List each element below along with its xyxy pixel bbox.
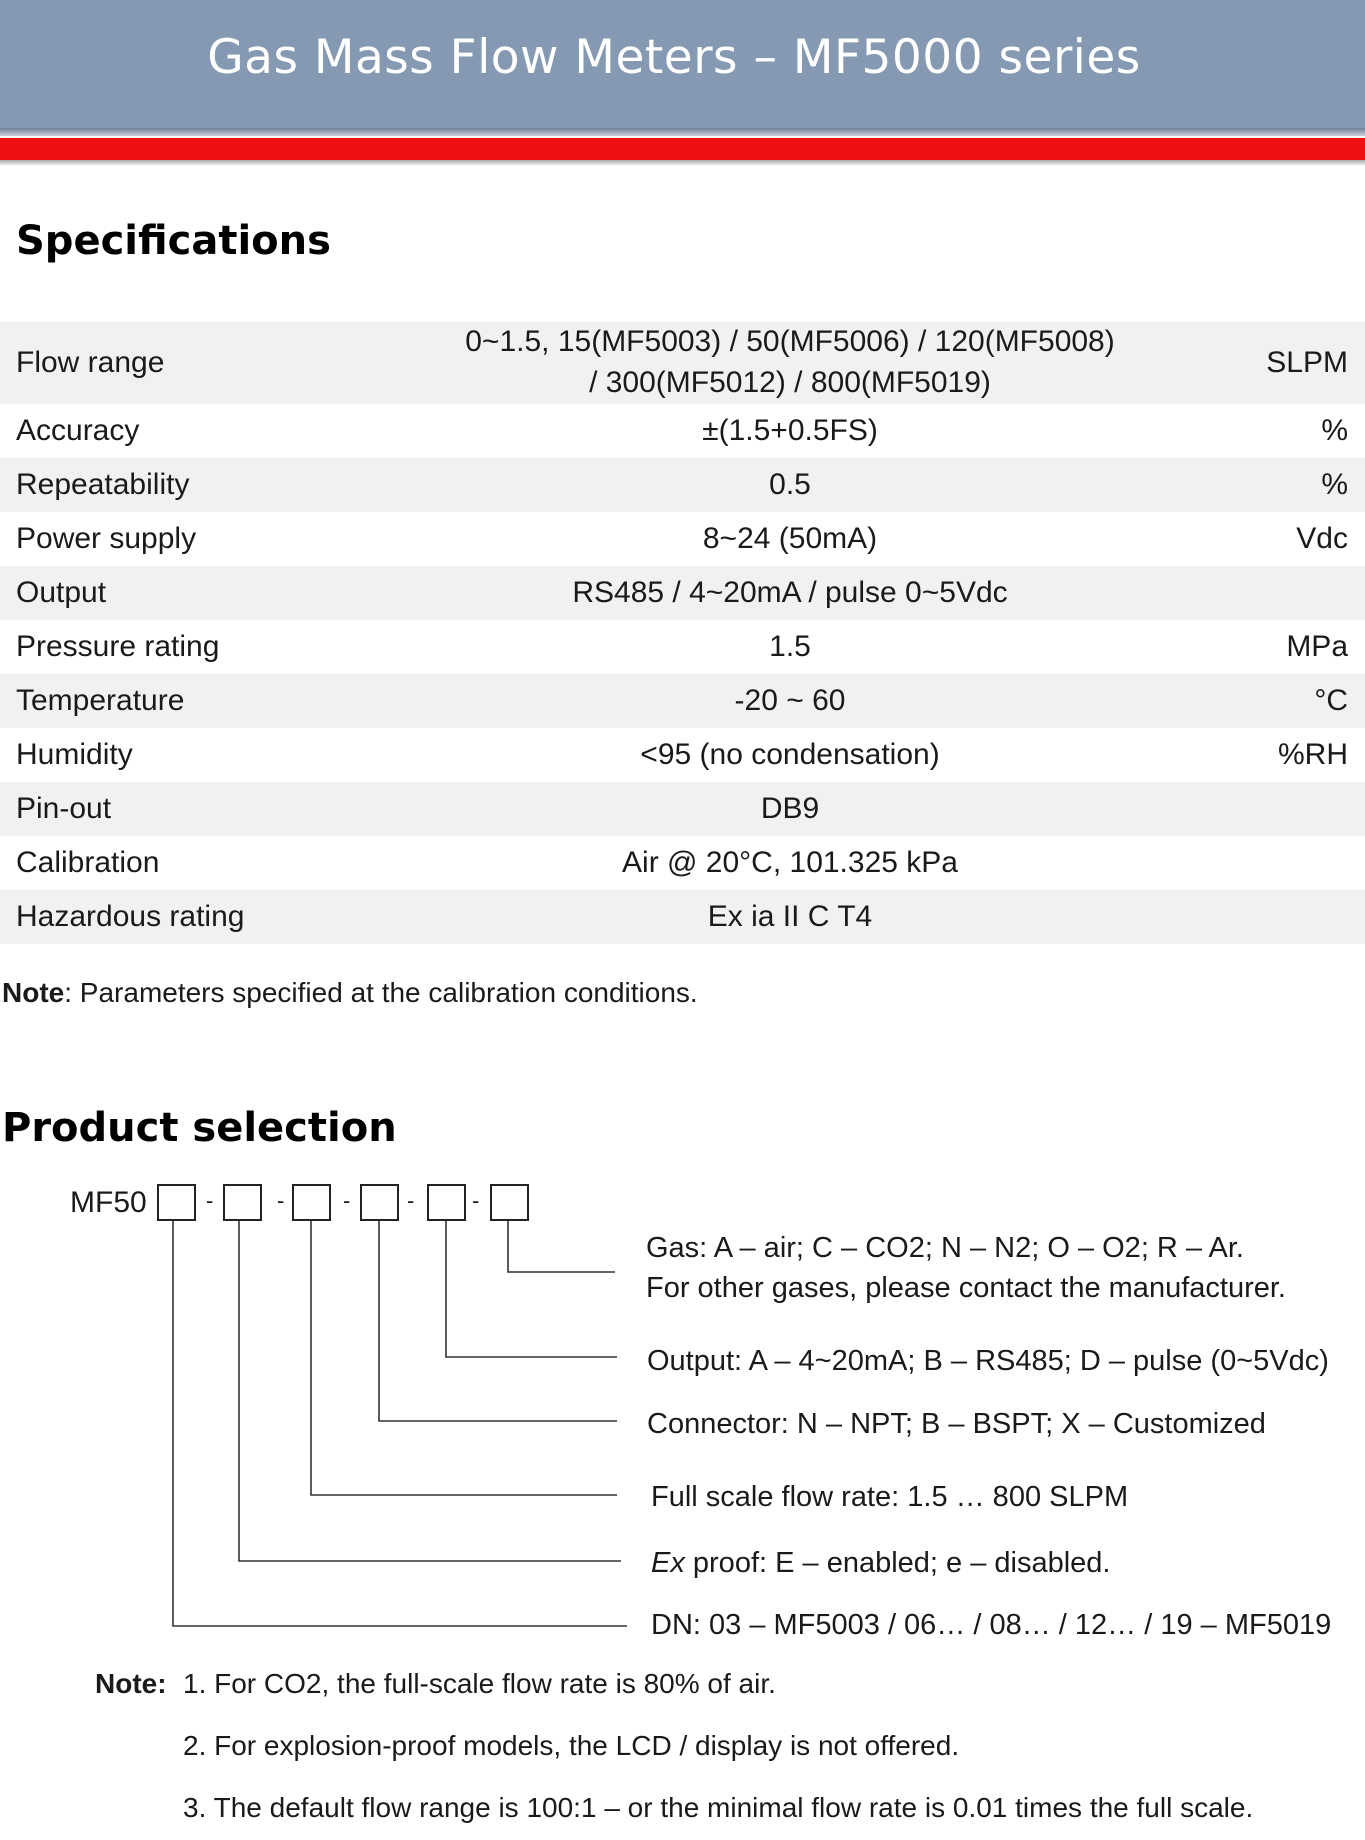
param-cell: Accuracy <box>16 414 140 447</box>
code-box-ex-proof <box>223 1184 262 1221</box>
value-cell: / 300(MF5012) / 800(MF5019) <box>589 366 991 399</box>
selection-note-2: 2. For explosion-proof models, the LCD / display is not offered. <box>183 1730 960 1761</box>
specifications-heading: Specifications <box>16 218 331 264</box>
connector-line-gas <box>508 1219 615 1272</box>
param-cell: Pin-out <box>16 792 112 825</box>
note-text: : Parameters specified at the calibration conditions. <box>64 977 698 1008</box>
option-connector: Connector: N – NPT; B – BSPT; X – Customized <box>647 1408 1266 1440</box>
ex-label: Ex <box>651 1547 685 1579</box>
value-cell: Air @ 20°C, 101.325 kPa <box>622 846 958 879</box>
model-code-prefix: MF50 <box>70 1186 147 1219</box>
code-separator: - <box>472 1188 480 1213</box>
note-label: Note <box>2 977 65 1008</box>
param-cell: Temperature <box>16 684 185 717</box>
option-full-scale: Full scale flow rate: 1.5 … 800 SLPM <box>651 1481 1129 1513</box>
option-gas: Gas: A – air; C – CO2; N – N2; O – O2; R – Ar. <box>646 1232 1244 1264</box>
unit-cell: °C <box>1314 684 1348 717</box>
code-separator: - <box>206 1188 214 1213</box>
note-label: Note: <box>95 1668 167 1699</box>
value-cell: RS485 / 4~20mA / pulse 0~5Vdc <box>572 576 1008 609</box>
code-box-dn <box>157 1184 196 1221</box>
value-cell: Ex ia II C T4 <box>707 900 873 933</box>
unit-cell: % <box>1321 414 1348 447</box>
selection-note-label <box>95 1668 167 1700</box>
option-output: Output: A – 4~20mA; B – RS485; D – pulse (0~5Vdc) <box>647 1345 1329 1377</box>
value-cell: 8~24 (50mA) <box>702 522 878 555</box>
code-box-output <box>427 1184 466 1221</box>
unit-cell: % <box>1321 468 1348 501</box>
code-separator: - <box>407 1188 415 1213</box>
value-cell: <95 (no condensation) <box>640 738 940 771</box>
param-cell: Repeatability <box>16 468 190 501</box>
selection-note-1: 1. For CO2, the full-scale flow rate is 80% of air. <box>183 1668 776 1699</box>
value-cell: 0~1.5, 15(MF5003) / 50(MF5006) / 120(MF5008) <box>465 325 1115 358</box>
connector-line-connector <box>379 1219 617 1421</box>
product-selection-heading: Product selection <box>2 1105 397 1151</box>
param-cell: Hazardous rating <box>16 900 245 933</box>
unit-cell: MPa <box>1286 630 1348 663</box>
code-box-full-scale <box>292 1184 331 1221</box>
param-cell: Calibration <box>16 846 160 879</box>
param-cell: Output <box>16 576 107 609</box>
param-cell: Pressure rating <box>16 630 220 663</box>
ex-proof-text: proof: E – enabled; e – disabled. <box>684 1547 1111 1579</box>
connector-line-dn <box>173 1219 627 1626</box>
option-dn: DN: 03 – MF5003 / 06… / 08… / 12… / 19 – MF5019 <box>651 1609 1332 1641</box>
param-cell: Humidity <box>16 738 133 771</box>
unit-cell: SLPM <box>1266 346 1348 379</box>
value-cell: 0.5 <box>769 468 811 501</box>
value-cell: 1.5 <box>769 630 811 663</box>
param-cell: Flow range <box>16 346 165 379</box>
selection-note-3: 3. The default flow range is 100:1 – or the minimal flow rate is 0.01 times the full scale. <box>183 1792 1254 1823</box>
value-cell: -20 ~ 60 <box>734 684 846 717</box>
connector-line-ex-proof <box>239 1219 621 1561</box>
option-ex-proof <box>651 1543 1110 1583</box>
connector-line-output <box>446 1219 617 1357</box>
option-gas-note: For other gases, please contact the manufacturer. <box>646 1272 1286 1304</box>
page-title: Gas Mass Flow Meters – MF5000 series <box>207 30 1141 85</box>
code-box-gas <box>490 1184 529 1221</box>
code-separator: - <box>277 1188 285 1213</box>
code-box-connector <box>360 1184 399 1221</box>
code-separator: - <box>343 1188 351 1213</box>
unit-cell: %RH <box>1277 738 1348 771</box>
value-cell: DB9 <box>760 792 820 825</box>
unit-cell: Vdc <box>1296 522 1348 555</box>
value-cell: ±(1.5+0.5FS) <box>702 414 878 447</box>
param-cell: Power supply <box>16 522 197 555</box>
